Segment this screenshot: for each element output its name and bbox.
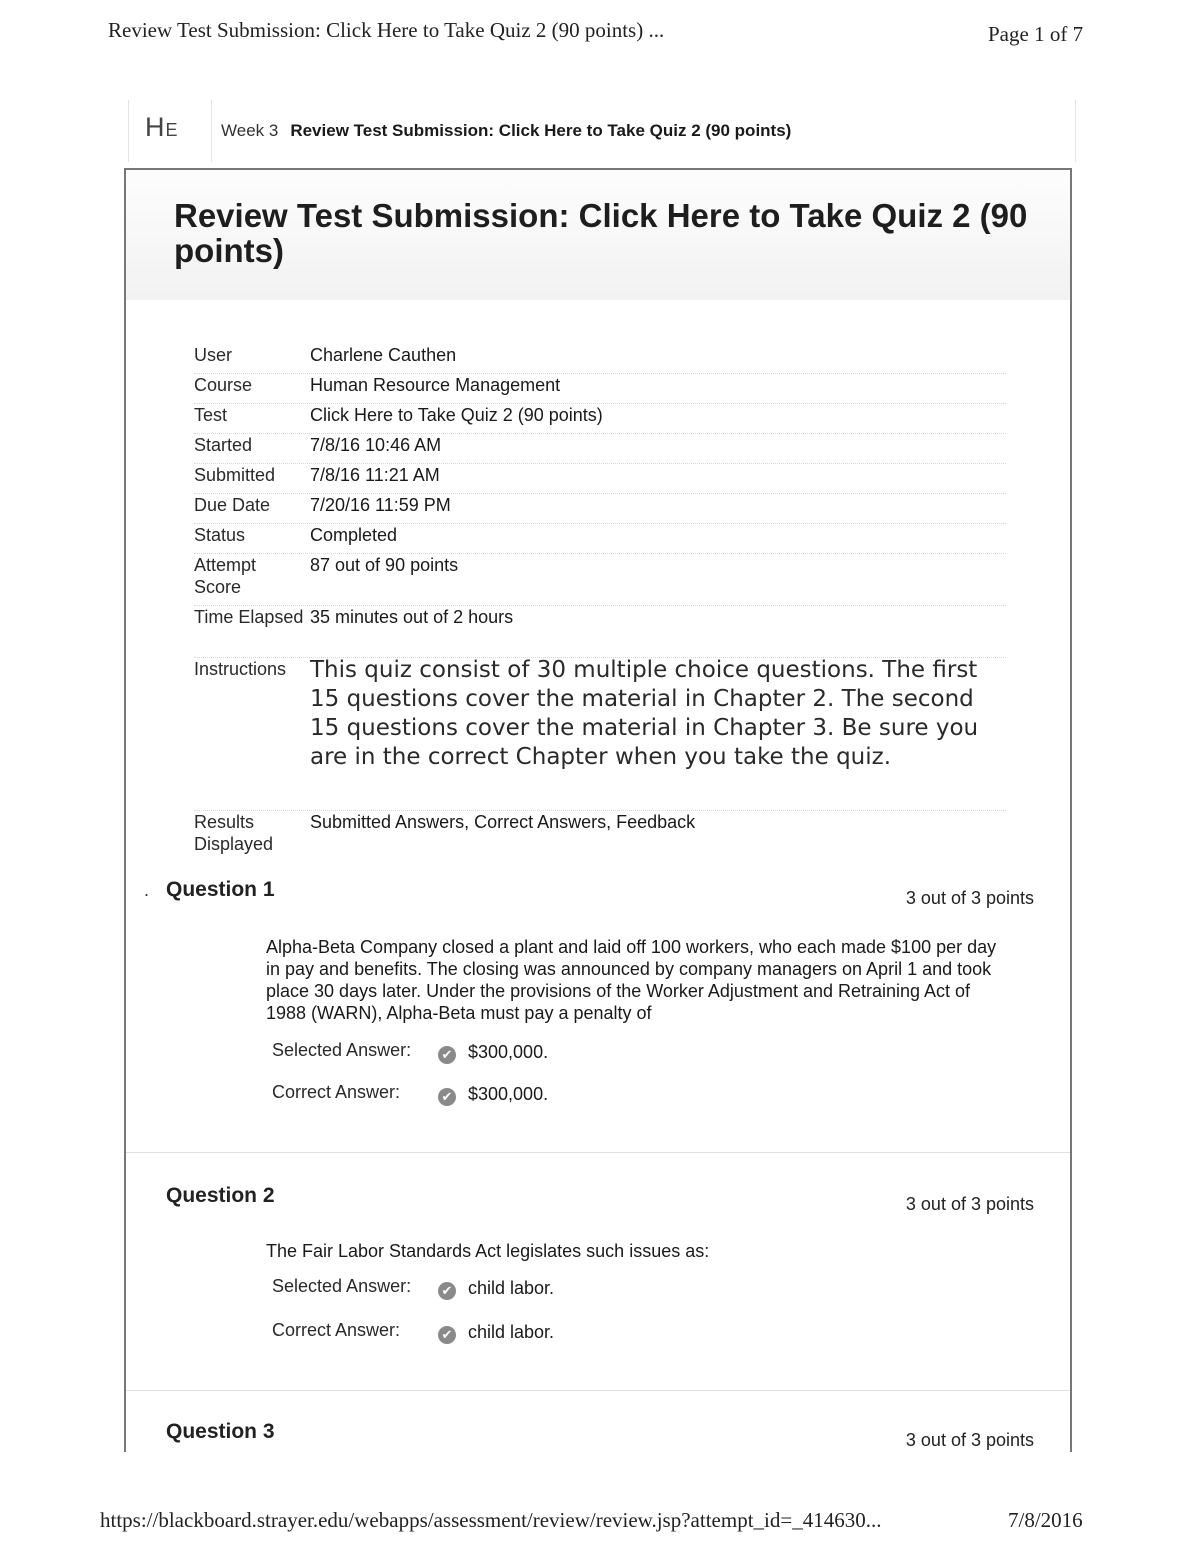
- question-points: 3 out of 3 points: [905, 1194, 1034, 1214]
- breadcrumb-week-link[interactable]: Week 3: [221, 121, 279, 140]
- info-row-test: [194, 404, 1006, 434]
- info-value: Charlene Cauthen: [310, 345, 457, 365]
- check-circle-icon: ✔: [438, 1088, 456, 1106]
- check-circle-icon: ✔: [438, 1282, 456, 1300]
- info-label: Attempt Score: [194, 555, 257, 597]
- content-frame: [124, 168, 1072, 1452]
- correct-answer-label: Correct Answer:: [272, 1320, 401, 1340]
- breadcrumb-bar: [128, 100, 1076, 162]
- info-value: Click Here to Take Quiz 2 (90 points): [310, 405, 603, 425]
- selected-answer-value: child labor.: [468, 1278, 555, 1298]
- info-row-due-date: [194, 494, 1006, 524]
- question-text: The Fair Labor Standards Act legislates such issues as:: [266, 1241, 710, 1261]
- info-value: 87 out of 90 points: [310, 555, 459, 575]
- instructions-text: This quiz consist of 30 multiple choice questions. The first 15 questions cover the material in Chapter 2. The second 15 questions cover the material in Chapter 3. Be sure you are in the correct Chapter when you take the quiz.: [310, 657, 979, 770]
- info-label: Started: [194, 435, 253, 455]
- logo-big-letter: H: [145, 112, 166, 142]
- print-page-number: Page 1 of 7: [988, 22, 1084, 46]
- question-block: [166, 1420, 1034, 1454]
- info-label: Test: [194, 405, 228, 425]
- info-label: Due Date: [194, 495, 271, 515]
- correct-answer-value: $300,000.: [468, 1084, 549, 1104]
- question-divider: [126, 1152, 1070, 1153]
- info-label: Results Displayed: [194, 812, 274, 854]
- info-row-course: [194, 374, 1006, 404]
- info-row-time-elapsed: [194, 606, 1006, 658]
- question-title: Question 2: [166, 1184, 275, 1207]
- info-row-status: [194, 524, 1006, 554]
- question-title: Question 1: [166, 878, 275, 901]
- check-circle-icon: ✔: [438, 1046, 456, 1064]
- question-divider: [126, 1390, 1070, 1391]
- question-block: [166, 1184, 1034, 1384]
- info-row-attempt-score: [194, 554, 1006, 606]
- print-footer-url: https://blackboard.strayer.edu/webapps/assessment/review/review.jsp?attempt_id=_414630...: [100, 1508, 882, 1532]
- correct-answer-value: child labor.: [468, 1322, 555, 1342]
- info-label: Submitted: [194, 465, 276, 485]
- selected-answer-label: Selected Answer:: [272, 1276, 412, 1296]
- print-footer-date: 7/8/2016: [1008, 1508, 1083, 1532]
- question-marker: .: [144, 880, 150, 900]
- info-value: 7/8/16 11:21 AM: [310, 465, 440, 485]
- logo-small-letter: E: [165, 120, 179, 140]
- check-circle-icon: ✔: [438, 1326, 456, 1344]
- correct-answer-label: Correct Answer:: [272, 1082, 401, 1102]
- info-row-user: [194, 344, 1006, 374]
- question-points: 3 out of 3 points: [905, 1430, 1034, 1450]
- question-title: Question 3: [166, 1420, 275, 1443]
- info-value: Completed: [310, 525, 398, 545]
- title-band: [126, 170, 1070, 300]
- selected-answer-label: Selected Answer:: [272, 1040, 412, 1060]
- print-header-title: Review Test Submission: Click Here to Take Quiz 2 (90 points) ...: [108, 18, 665, 42]
- breadcrumb-divider: [211, 100, 212, 162]
- info-value: Submitted Answers, Correct Answers, Feedback: [310, 812, 696, 832]
- submission-info-table: [194, 344, 1006, 859]
- info-row-results-displayed: [194, 811, 1006, 859]
- course-logo[interactable]: [145, 112, 179, 143]
- info-row-instructions: [194, 658, 1006, 811]
- info-value: 7/8/16 10:46 AM: [310, 435, 442, 455]
- info-value: Human Resource Management: [310, 375, 561, 395]
- info-label: Course: [194, 375, 253, 395]
- info-label: User: [194, 345, 233, 365]
- info-label: Instructions: [194, 659, 287, 679]
- breadcrumb: [221, 121, 791, 141]
- question-text: Alpha-Beta Company closed a plant and laid off 100 workers, who each made $100 per day in pay and benefits. The closing was announced by company managers on April 1 and took place 30 days later. Under the provisions of the Worker Adjustment and Retraining Act of 1988 (WARN), Alpha-Beta must pay a penalty of: [266, 937, 997, 1023]
- info-row-submitted: [194, 464, 1006, 494]
- breadcrumb-current: Review Test Submission: Click Here to Take Quiz 2 (90 points): [290, 121, 792, 140]
- question-points: 3 out of 3 points: [905, 888, 1034, 908]
- info-value: 35 minutes out of 2 hours: [310, 607, 514, 627]
- info-label: Status: [194, 525, 246, 545]
- question-block: [144, 878, 1034, 1158]
- info-label: Time Elapsed: [194, 607, 304, 627]
- info-value: 7/20/16 11:59 PM: [310, 495, 451, 515]
- page-title: Review Test Submission: Click Here to Take Quiz 2 (90 points): [174, 197, 1028, 269]
- selected-answer-value: $300,000.: [468, 1042, 549, 1062]
- info-row-started: [194, 434, 1006, 464]
